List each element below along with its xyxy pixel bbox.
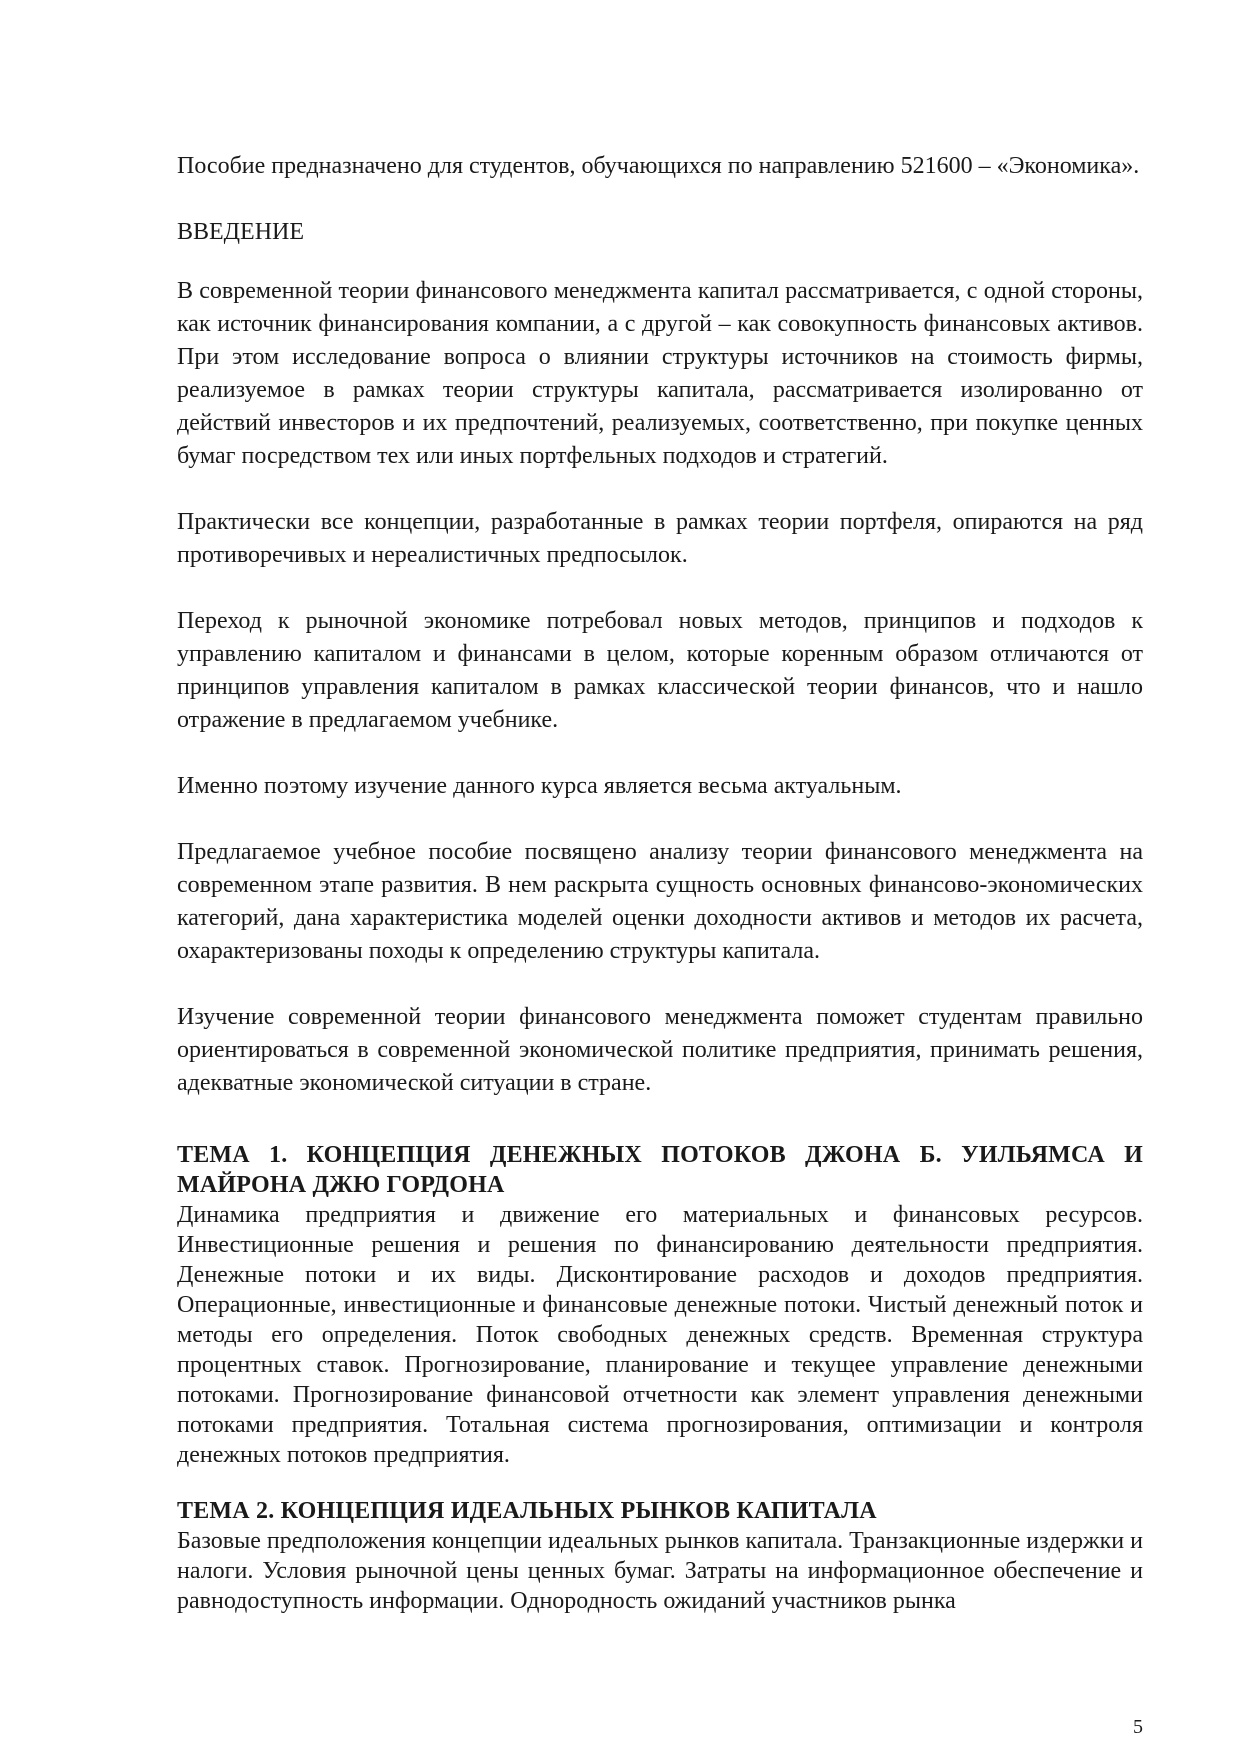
introduction-paragraph-3: Переход к рыночной экономике потребовал новых методов, принципов и подходов к управлению капиталом и финансами в целом, которые коренным образом отличаются от принципов управления капиталом в рамках классической теории финансов, что и нашло отражение в предлагаемом учебнике.	[177, 608, 1143, 733]
introduction-paragraph-2: Практически все концепции, разработанные в рамках теории портфеля, опираются на ряд противоречивых и нереалистичных предпосылок.	[177, 509, 1143, 568]
introduction-paragraph-5: Предлагаемое учебное пособие посвящено анализу теории финансового менеджмента на современном этапе развития. В нем раскрыта сущность основных финансово-экономических категорий, дана характеристика моделей оценки доходности активов и методов их расчета, охарактеризованы походы к определению структуры капитала.	[177, 839, 1143, 964]
topic-1-body: Динамика предприятия и движение его материальных и финансовых ресурсов. Инвестиционные решения и решения по финансированию деятельности предприятия. Денежные потоки и их виды. Дисконтирование расходов и доходов предприятия. Операционные, инвестиционные и финансовые денежные потоки. Чистый денежный поток и методы его определения. Поток свободных денежных средств. Временная структура процентных ставок. Прогнозирование, планирование и текущее управление денежными потоками. Прогнозирование финансовой отчетности как элемент управления денежными потоками предприятия. Тотальная система прогнозирования, оптимизации и контроля денежных потоков предприятия.	[177, 1202, 1143, 1468]
introduction-heading: ВВЕДЕНИЕ	[177, 219, 305, 245]
introduction-paragraph-6: Изучение современной теории финансового менеджмента поможет студентам правильно ориентироваться в современной экономической политике предприятия, принимать решения, адекватные экономической ситуации в стране.	[177, 1004, 1143, 1096]
topic-2-title: ТЕМА 2. КОНЦЕПЦИЯ ИДЕАЛЬНЫХ РЫНКОВ КАПИТАЛА	[177, 1498, 877, 1524]
introduction-paragraph-4: Именно поэтому изучение данного курса является весьма актуальным.	[177, 773, 902, 799]
page-content	[177, 150, 1143, 1616]
intro-note: Пособие предназначено для студентов, обучающихся по направлению 521600 – «Экономика».	[177, 153, 1140, 179]
topic-2-body: Базовые предположения концепции идеальных рынков капитала. Транзакционные издержки и налоги. Условия рыночной цены ценных бумаг. Затраты на информационное обеспечение и равнодоступность информации. Однородность ожиданий участников рынка	[177, 1528, 1143, 1614]
introduction-paragraph-1: В современной теории финансового менеджмента капитал рассматривается, с одной стороны, как источник финансирования компании, а с другой – как совокупность финансовых активов. При этом исследование вопроса о влиянии структуры источников на стоимость фирмы, реализуемое в рамках теории структуры капитала, рассматривается изолированно от действий инвесторов и их предпочтений, реализуемых, соответственно, при покупке ценных бумаг посредством тех или иных портфельных подходов и стратегий.	[177, 278, 1143, 469]
page-number: 5	[1133, 1716, 1143, 1738]
topic-1-title: ТЕМА 1. КОНЦЕПЦИЯ ДЕНЕЖНЫХ ПОТОКОВ ДЖОНА Б. УИЛЬЯМСА И МАЙРОНА ДЖЮ ГОРДОНА	[177, 1142, 1143, 1198]
